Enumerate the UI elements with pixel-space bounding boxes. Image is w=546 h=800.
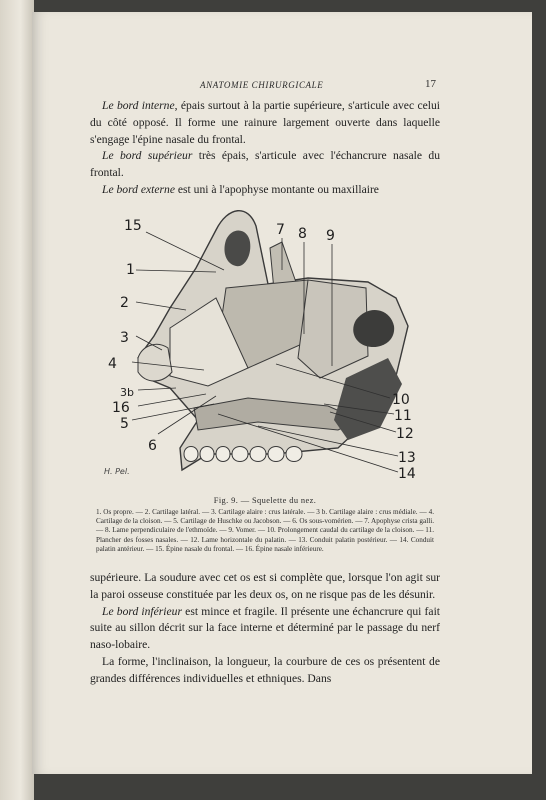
nasal-skeleton-figure — [98, 208, 428, 493]
left-page-edge — [0, 0, 34, 800]
figure-caption-title: Fig. 9. — Squelette du nez. — [213, 496, 317, 505]
label-1: 1 — [126, 262, 135, 278]
paragraph-text: supérieure. La soudure avec cet os est si complète que, lorsque l'on agit sur la paroi osseuse constituée par les deux os, on ne risque pas de les désunir. — [90, 571, 440, 601]
paragraph-lead: Le bord externe — [102, 182, 175, 196]
label-3b: 3b — [120, 386, 134, 399]
paragraph-bord-superieur — [90, 148, 440, 182]
label-8: 8 — [298, 226, 307, 242]
paragraph-text: , épais surtout à la partie supérieure, s'articule avec celui du côté opposé. Il forme une rainure largement ouverte dans laquelle s'engage l'épine nasale du frontal. — [90, 99, 440, 146]
paragraph-lead: Le bord supérieur — [102, 149, 193, 163]
paragraph-text: La forme, l'inclinaison, la longueur, la courbure de ces os présentent de grandes différences individuelles et ethniques. Dans — [90, 654, 440, 685]
label-12: 12 — [396, 426, 414, 442]
label-9: 9 — [326, 228, 335, 244]
paragraph-bord-interne — [90, 98, 440, 148]
label-15: 15 — [124, 218, 142, 234]
paragraph-soudure — [90, 570, 440, 604]
label-14: 14 — [398, 466, 416, 482]
illustrator-signature: H. Pel. — [104, 467, 130, 476]
page-number: 17 — [425, 78, 436, 90]
label-11: 11 — [394, 408, 412, 424]
bottom-text-block — [90, 570, 440, 688]
figure-legend: 1. Os propre. — 2. Cartilage latéral. — 3. Cartilage alaire : crus latérale. — 3 b. Cartilage alaire : crus médiale. — 4. Cartilage de la cloison. — 5. Cartilage de Huschke ou Jacobson. — 6. Os sous-vomérien. — 7. Apophyse crista galli. — 8. Lame perpendiculaire de l'ethmoïde. — 9. Vomer. — 10. Prolongement caudal du cartilage de la cloison. — 11. Plancher des fosses nasales. — 12. Lame horizontale du palatin. — 13. Conduit palatin postérieur. — 14. Conduit palatin antérieur. — 15. Épine nasale du frontal. — 16. Épine nasale inférieure. — [96, 508, 434, 553]
nasal-skeleton-illustration — [98, 208, 428, 488]
paragraph-lead: Le bord inférieur — [102, 604, 182, 618]
label-2: 2 — [120, 295, 129, 311]
paragraph-forme — [90, 654, 440, 688]
label-6: 6 — [148, 438, 157, 454]
paragraph-lead: Le bord interne — [102, 99, 175, 112]
paragraph-text: très épais, s'articule avec l'échancrure nasale du frontal. — [90, 149, 440, 180]
label-16: 16 — [112, 400, 130, 416]
label-3: 3 — [120, 330, 129, 346]
running-header: ANATOMIE CHIRURGICALE — [200, 80, 324, 90]
label-10: 10 — [392, 392, 410, 408]
paragraph-bord-externe — [90, 182, 440, 199]
top-text-block — [90, 98, 440, 199]
label-7: 7 — [276, 222, 285, 238]
label-4: 4 — [108, 356, 117, 372]
paragraph-bord-inferieur — [90, 604, 440, 654]
paragraph-text: est uni à l'apophyse montante ou maxillaire — [174, 182, 379, 196]
alar-cartilage — [138, 344, 172, 381]
label-5: 5 — [120, 416, 129, 432]
paragraph-text: est mince et fragile. Il présente une échancrure qui fait suite au sillon décrit sur la face interne et déterminé par le passage du nerf naso-lobaire. — [90, 604, 441, 652]
label-13: 13 — [398, 450, 416, 466]
